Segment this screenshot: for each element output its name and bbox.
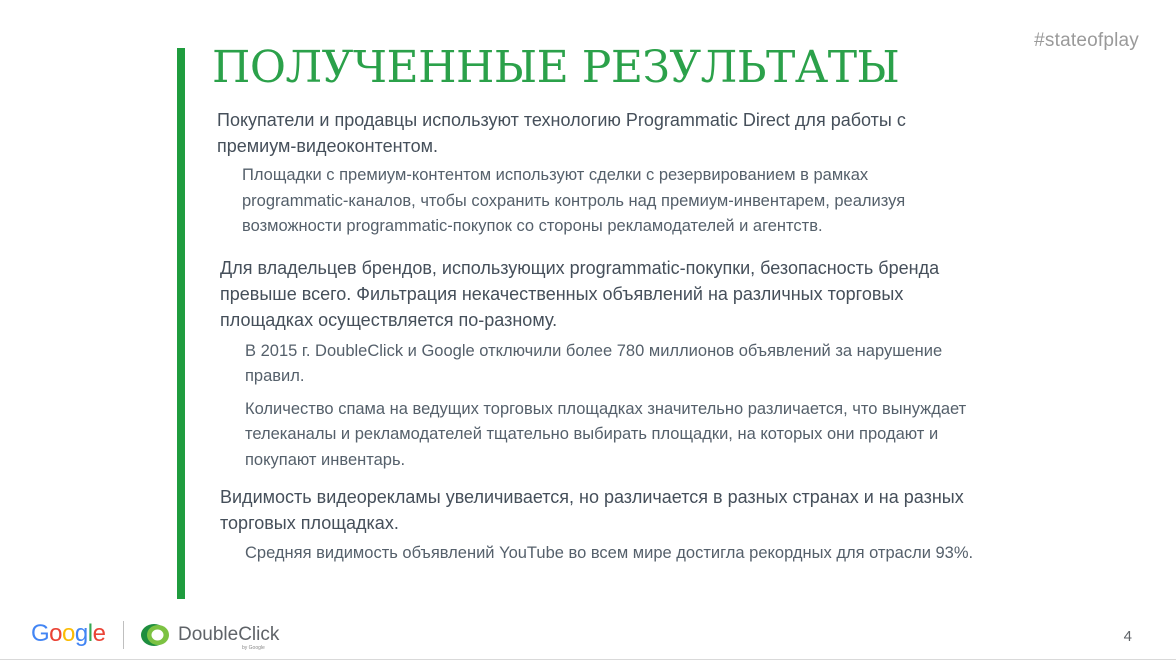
section-paragraph: Площадки с премиум-контентом используют сделки с резервированием в рамках programmatic-каналов, чтобы сохранить контроль над премиум-инвентарем, реализуя возможности programmatic-покупок со стороны рекламодателей и агентств. <box>242 166 906 235</box>
doubleclick-byline: by Google <box>242 645 265 651</box>
google-logo-letter: l <box>87 620 93 647</box>
google-logo-letter: o <box>62 620 75 647</box>
section-paragraph: Средняя видимость объявлений YouTube во всем мире достигла рекордных для отрасли 93%. <box>245 544 974 562</box>
section-brand-safety <box>217 255 977 474</box>
google-logo-letter: o <box>49 620 63 647</box>
hashtag: #stateofplay <box>1034 30 1139 51</box>
slide-content <box>217 107 977 567</box>
section-heading: Для владельцев брендов, использующих programmatic-покупки, безопасность бренда превыше всего. Фильтрация некачественных объявлений на различных торговых площадках осуществляется по-разному. <box>220 257 940 330</box>
google-logo-letter: G <box>31 620 50 647</box>
doubleclick-logo-icon <box>141 623 171 647</box>
google-logo <box>31 620 105 648</box>
section-viewability <box>217 484 977 567</box>
slide-title: ПОЛУЧЕННЫЕ РЕЗУЛЬТАТЫ <box>212 42 900 93</box>
page-number: 4 <box>1123 628 1132 645</box>
section-paragraph: В 2015 г. DoubleClick и Google отключили более 780 миллионов объявлений за нарушение правил. <box>245 341 943 385</box>
section-programmatic-direct <box>217 107 977 240</box>
footer-rule <box>0 659 1176 660</box>
accent-bar <box>177 48 185 599</box>
section-heading: Покупатели и продавцы используют технологию Programmatic Direct для работы с премиум-видеоконтентом. <box>217 110 906 156</box>
section-paragraph: Количество спама на ведущих торговых площадках значительно различается, что вынуждает телеканалы и рекламодателей тщательно выбирать площадки, на которых они продают и покупают инвентарь. <box>245 399 967 469</box>
doubleclick-wordmark: DoubleClick <box>178 624 280 645</box>
section-heading: Видимость видеорекламы увеличивается, но различается в разных странах и на разных торговых площадках. <box>220 487 964 533</box>
logo-divider <box>123 621 124 649</box>
google-logo-letter: g <box>74 620 88 647</box>
google-logo-letter: e <box>92 620 106 647</box>
